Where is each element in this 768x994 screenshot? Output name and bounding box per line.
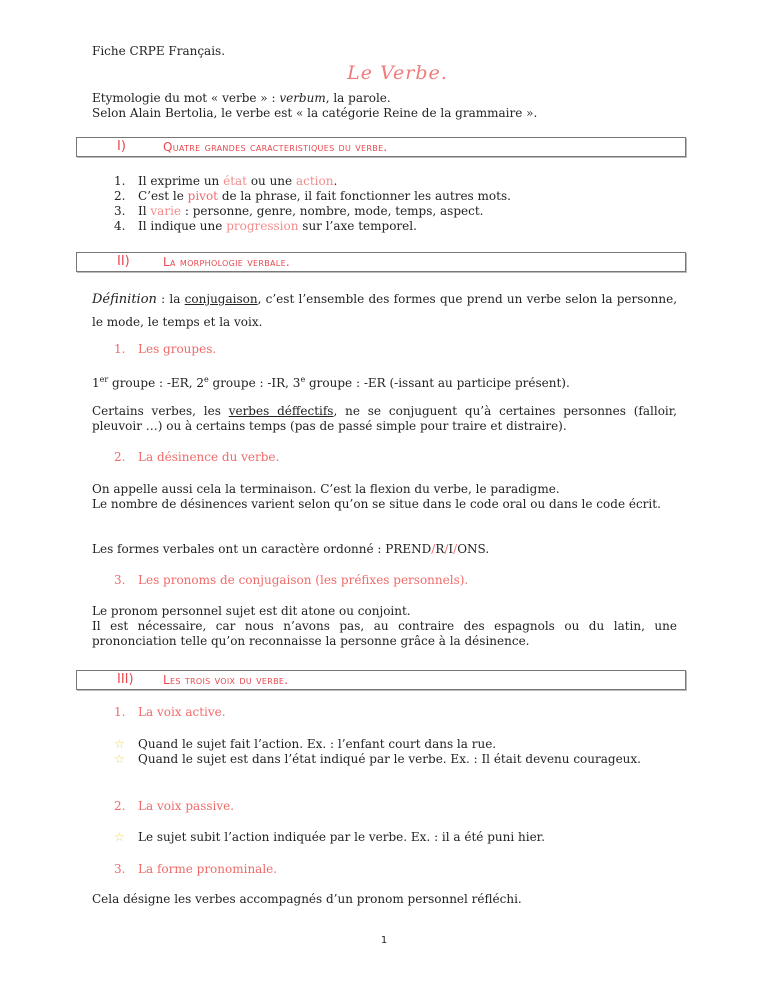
star-icon: ☆ (114, 752, 125, 766)
section-header-3 (76, 670, 686, 690)
defectifs-paragraph (92, 404, 677, 434)
text: 1 (92, 376, 100, 390)
groupes-line (92, 372, 570, 391)
subheading-pronominale: La forme pronominale. (138, 862, 278, 876)
highlight: état (223, 174, 247, 188)
text: ONS. (457, 542, 490, 556)
list-number: 4. (114, 219, 126, 233)
bertolia-quote: Selon Alain Bertolia, le verbe est « la catégorie Reine de la grammaire ». (92, 106, 538, 120)
sup: er (99, 375, 109, 384)
formes-line (92, 542, 489, 557)
section-header-2 (76, 252, 686, 272)
sup: e (300, 375, 306, 384)
highlight: varie (150, 204, 182, 218)
text: Le pronom personnel sujet est dit atone ou conjoint. (92, 604, 411, 618)
section-header-1 (76, 137, 686, 157)
text: Certains verbes, les (92, 404, 229, 418)
latin-word: verbum (279, 91, 326, 105)
subheading-number: 2. (114, 450, 126, 464)
section-title: Les trois voix du verbe. (163, 673, 289, 687)
text: On appelle aussi cela la terminaison. C’est la flexion du verbe, le paradigme. (92, 482, 560, 496)
section-number: III) (117, 672, 134, 687)
subheading-number: 1. (114, 705, 126, 719)
separator: / (444, 542, 449, 556)
highlight: action (295, 174, 334, 188)
definition-paragraph (92, 288, 677, 334)
desinence-paragraph (92, 482, 677, 512)
pronoms-paragraph (92, 604, 677, 649)
subheading-number: 2. (114, 799, 126, 813)
list-item (138, 174, 337, 189)
list-number: 2. (114, 189, 126, 203)
text: Il indique une (138, 219, 227, 233)
separator: / (453, 542, 458, 556)
list-number: 3. (114, 204, 126, 218)
text: sur l’axe temporel. (298, 219, 417, 233)
separator: / (431, 542, 436, 556)
text: C’est le (138, 189, 188, 203)
section-number: I) (117, 139, 126, 154)
list-item (138, 219, 417, 234)
list-item (138, 204, 483, 219)
text: Il exprime un (138, 174, 224, 188)
section-title: La morphologie verbale. (163, 255, 291, 269)
subheading-number: 1. (114, 342, 126, 356)
text: I (448, 542, 454, 556)
subheading-passive: La voix passive. (138, 799, 235, 813)
subheading-active: La voix active. (138, 705, 226, 719)
text: groupe : -IR, 3 (208, 376, 301, 390)
text: de la phrase, il fait fonctionner les autres mots. (218, 189, 511, 203)
text: groupe : -ER, 2 (108, 376, 204, 390)
highlight: pivot (187, 189, 219, 203)
text: , ne se conjuguent qu’à certaines personnes (falloir, pleuvoir …) ou à certains temps (pas de passé simple pour traire et distraire). (92, 404, 677, 433)
sup: e (203, 375, 209, 384)
text: R (435, 542, 445, 556)
list-item (138, 189, 511, 204)
text: . (333, 174, 338, 188)
subheading-desinence: La désinence du verbe. (138, 450, 280, 464)
bullet-item: Quand le sujet fait l’action. Ex. : l’enfant court dans la rue. (138, 737, 497, 751)
term: conjugaison (184, 292, 258, 306)
section-title: Quatre grandes caracteristiques du verbe. (163, 140, 388, 154)
subheading-groupes: Les groupes. (138, 342, 217, 356)
section-number: II) (117, 254, 130, 269)
text: : la (156, 292, 185, 306)
star-icon: ☆ (114, 830, 125, 844)
subheading-number: 3. (114, 862, 126, 876)
list-number: 1. (114, 174, 126, 188)
text: , la parole. (325, 91, 391, 105)
definition-label: Définition (92, 292, 157, 307)
bullet-item: Le sujet subit l’action indiquée par le verbe. Ex. : il a été puni hier. (138, 830, 545, 844)
subheading-pronoms: Les pronoms de conjugaison (les préfixes personnels). (138, 573, 469, 587)
text: Le nombre de désinences varient selon qu’on se situe dans le code oral ou dans le code écrit. (92, 497, 661, 511)
text: Etymologie du mot « verbe » : (92, 91, 280, 105)
text: , c’est l’ensemble des formes que prend un verbe selon la personne, le mode, le temps et la voix. (92, 292, 678, 329)
header-text: Fiche CRPE Français. (92, 44, 226, 58)
text: Il est nécessaire, car nous n’avons pas, au contraire des espagnols ou du latin, une prononciation telle qu’on reconnaisse la personne grâce à la désinence. (92, 619, 677, 648)
highlight: progression (226, 219, 299, 233)
etymology-line (92, 91, 391, 106)
text: Il (138, 204, 151, 218)
document-title: Le Verbe. (347, 62, 448, 84)
text: ou une (247, 174, 296, 188)
text: Les formes verbales ont un caractère ordonné : PREND (92, 542, 432, 556)
subheading-number: 3. (114, 573, 126, 587)
text: groupe : -ER (-issant au participe présent). (305, 376, 570, 390)
text: : personne, genre, nombre, mode, temps, aspect. (181, 204, 484, 218)
pronominale-text: Cela désigne les verbes accompagnés d’un pronom personnel réfléchi. (92, 892, 522, 906)
term: verbes déffectifs (228, 404, 334, 418)
page-number: 1 (380, 935, 388, 946)
star-icon: ☆ (114, 737, 125, 751)
bullet-item: Quand le sujet est dans l’état indiqué par le verbe. Ex. : Il était devenu courageux. (138, 752, 641, 766)
